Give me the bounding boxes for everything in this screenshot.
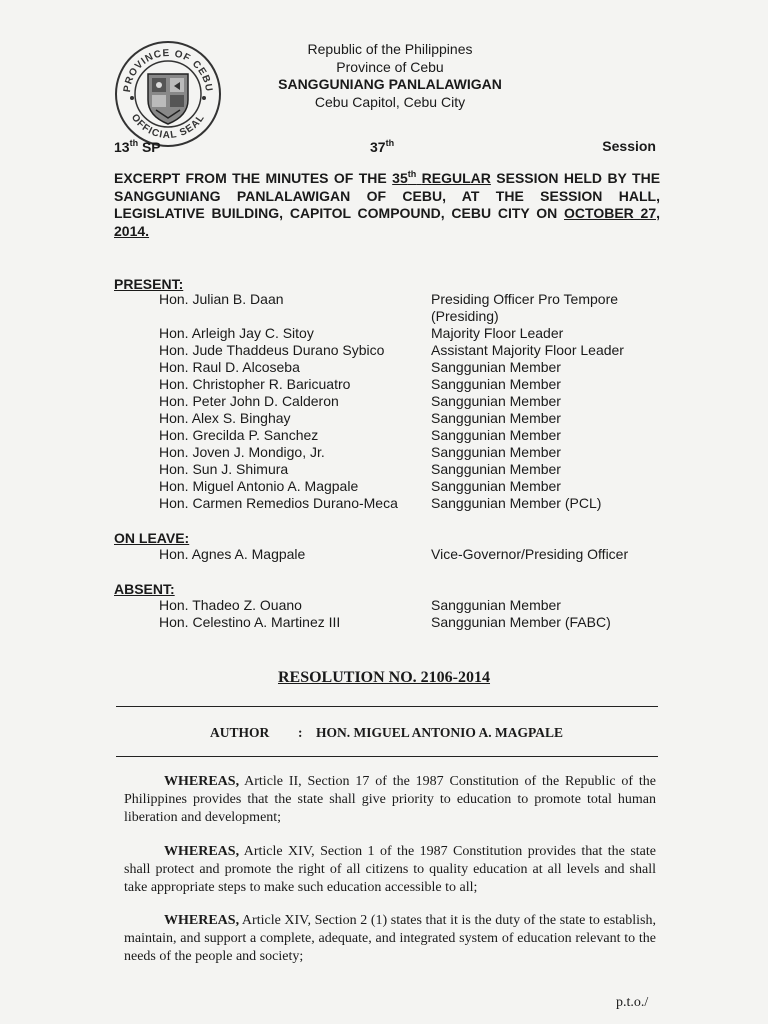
republic-line: Republic of the Philippines — [307, 41, 473, 57]
member-position: Presiding Officer Pro Tempore — [431, 291, 619, 307]
session-date: OCTOBER 27, 2014. — [114, 205, 660, 239]
member-position: Sanggunian Member — [431, 376, 561, 392]
member-name: Hon. Peter John D. Calderon — [159, 393, 339, 409]
resolution-title: RESOLUTION NO. 2106-2014 — [277, 669, 491, 686]
present-heading: PRESENT: — [114, 276, 184, 292]
divider-top — [116, 706, 658, 707]
seal-bottom-text: OFFICIAL SEAL — [128, 112, 208, 142]
member-name: Hon. Christopher R. Baricuatro — [159, 376, 351, 392]
member-name: Hon. Miguel Antonio A. Magpale — [159, 478, 359, 494]
member-name: Hon. Sun J. Shimura — [159, 461, 289, 477]
whereas-paragraph: WHEREAS, Article XIV, Section 1 of the 1987 Constitution provides that the state shall protect and promote the right of all citizens to quality education at all levels and shall take appropriate steps to make such education accessible to all; — [124, 844, 656, 895]
member-name: Hon. Jude Thaddeus Durano Sybico — [159, 342, 385, 358]
member-position: Vice-Governor/Presiding Officer — [431, 546, 629, 562]
seal-emblem-icon — [112, 38, 224, 150]
member-position: Sanggunian Member — [431, 478, 561, 494]
member-position: Sanggunian Member — [431, 359, 561, 375]
member-position: Sanggunian Member — [431, 393, 561, 409]
member-name: Hon. Julian B. Daan — [159, 291, 284, 307]
member-position: Sanggunian Member (FABC) — [431, 614, 611, 630]
member-position: Sanggunian Member — [431, 461, 561, 477]
member-name: Hon. Raul D. Alcoseba — [159, 359, 300, 375]
session-label: Session — [602, 138, 656, 154]
author-separator: : — [298, 725, 303, 740]
province-line: Province of Cebu — [336, 58, 444, 75]
member-name: Hon. Thadeo Z. Ouano — [159, 597, 302, 613]
member-position: Sanggunian Member — [431, 427, 561, 443]
member-name: Hon. Arleigh Jay C. Sitoy — [159, 325, 314, 341]
author-label: AUTHOR — [210, 725, 270, 740]
letterhead — [240, 41, 540, 111]
sp-number: 13th SP — [114, 138, 161, 155]
member-name: Hon. Carmen Remedios Durano-Meca — [159, 495, 398, 511]
member-name: Hon. Alex S. Binghay — [159, 410, 291, 426]
member-name: Hon. Agnes A. Magpale — [159, 546, 306, 562]
absent-heading: ABSENT: — [114, 581, 175, 597]
member-name: Hon. Joven J. Mondigo, Jr. — [159, 444, 325, 460]
session-number: 37th — [370, 138, 395, 155]
member-position: Sanggunian Member — [431, 444, 561, 460]
member-position: Assistant Majority Floor Leader — [431, 342, 624, 358]
whereas-paragraph: WHEREAS, Article II, Section 17 of the 1987 Constitution of the Republic of the Philippines provides that the state shall give priority to education to promote total human liberation and development; — [124, 774, 656, 825]
author-name: HON. MIGUEL ANTONIO A. MAGPALE — [316, 725, 564, 740]
page-turn-over-note: p.t.o./ — [616, 995, 649, 1010]
on-leave-heading: ON LEAVE: — [114, 530, 190, 546]
regular-session-number: 35th REGULAR — [392, 169, 491, 186]
member-position: Majority Floor Leader — [431, 325, 564, 341]
member-name: Hon. Celestino A. Martinez III — [159, 614, 341, 630]
member-position: Sanggunian Member — [431, 410, 561, 426]
seal-top-text: PROVINCE OF CEBU — [121, 47, 215, 93]
member-position-note: (Presiding) — [431, 308, 499, 324]
member-name: Hon. Grecilda P. Sanchez — [159, 427, 319, 443]
official-seal — [112, 38, 224, 150]
capitol-line: Cebu Capitol, Cebu City — [314, 93, 466, 110]
sangguniang-line: SANGGUNIANG PANLALAWIGAN — [278, 76, 502, 92]
excerpt-heading: EXCERPT FROM THE MINUTES OF THE 35th REGULAR SESSION HELD BY THE SANGGUNIANG PANLALAWIGAN OF CEBU, AT THE SESSION HALL, LEGISLATIVE BUILDING, CAPITOL COMPOUND, CEBU CITY ON OCTOBER 27, 2014. — [114, 169, 661, 239]
member-position: Sanggunian Member (PCL) — [431, 495, 602, 511]
member-position: Sanggunian Member — [431, 597, 561, 613]
session-row — [114, 138, 658, 158]
divider-bottom — [116, 756, 658, 757]
whereas-paragraph: WHEREAS, Article XIV, Section 2 (1) states that it is the duty of the state to establish, maintain, and support a complete, adequate, and integrated system of education relevant to the needs of the people and society; — [124, 913, 656, 964]
